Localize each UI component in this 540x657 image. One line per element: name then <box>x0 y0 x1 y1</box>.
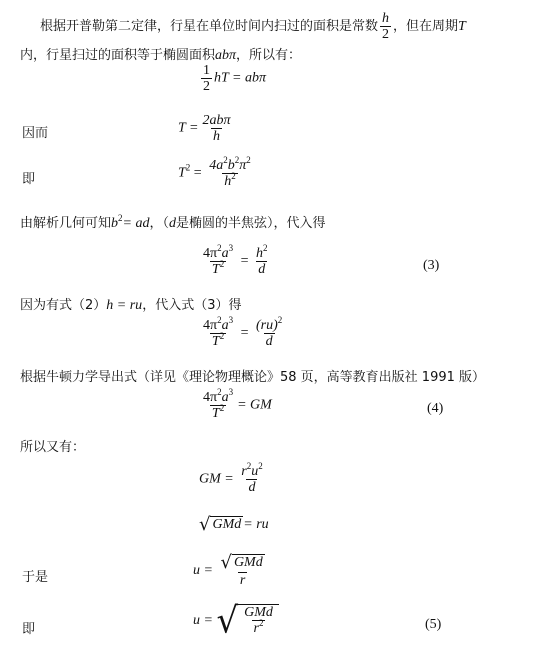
equation-number-3: (3) <box>423 258 440 273</box>
para2: 由解析几何可知$b^2=$ ad，（d是椭圆的半焦弦），代入得 <box>20 213 326 231</box>
equation-substituted: $\frac{4\pi^2a^3}{T^2}$ = $\frac{(ru)^2}{d}$ <box>203 315 283 349</box>
equation-sqrt-gmd: √ GMd = ru <box>199 514 269 535</box>
para1-line1 <box>40 11 466 42</box>
para5: 所以又有： <box>20 440 86 455</box>
eq3-fraction: $\frac{4a^2b^2\pi^2}{h^2}$ <box>209 155 251 189</box>
para1-line2 <box>20 44 301 64</box>
period-symbol: T <box>458 19 466 34</box>
para1-line2-tail: ，所以有： <box>236 48 302 63</box>
equation-3: $T^2$ = $\frac{4a^2b^2\pi^2}{h^2}$ <box>178 155 251 189</box>
equation-3-ref: $\frac{4\pi^2a^3}{T^2}$ = $\frac{h^2}{d}$ <box>203 243 268 277</box>
eq1-rhs: hT = abπ <box>214 70 266 86</box>
para4: 根据牛顿力学导出式（详见《理论物理概论》58 页，高等教育出版社 1991 版） <box>20 370 486 385</box>
eq4-lhs-fraction: $\frac{4\pi^2a^3}{T^2}$ <box>203 243 234 277</box>
eq7-fraction: $\frac{r^2u^2}{d}$ <box>241 461 263 495</box>
big-sqrt-radical: √ $\frac{\text{GMd}}{r^2}$ <box>216 604 278 638</box>
ellipse-area-expr: abπ <box>215 48 237 63</box>
eq5-lhs-fraction: $\frac{4\pi^2a^3}{T^2}$ <box>203 315 234 349</box>
eq9-label: 于是 <box>22 570 49 585</box>
equation-1 <box>199 63 266 94</box>
equation-u: u = √ GMd r <box>193 554 269 588</box>
eq9-fraction: √ GMd r <box>220 552 263 588</box>
eq10-label: 即 <box>22 622 36 637</box>
sqrt-radical: √ GMd <box>199 514 242 535</box>
equation-number-5: (5) <box>425 617 442 632</box>
para1-line2-text: 内，行星扫过的面积等于椭圆面积 <box>20 48 216 63</box>
eq2-fraction: $\frac{\text{2abπ}}{h}$ <box>202 113 231 144</box>
eq5-rhs-fraction: $\frac{(ru)^2}{d}$ <box>255 315 283 349</box>
para1-line1-text: 根据开普勒第二定律，行星在单位时间内扫过的面积是常数 <box>40 19 379 34</box>
equation-5: u = √ $\frac{\text{GMd}}{r^2}$ <box>193 604 279 638</box>
eq4-rhs-fraction: $\frac{h^2}{d}$ <box>255 243 268 277</box>
eq6-fraction: $\frac{4\pi^2a^3}{T^2}$ <box>203 387 234 421</box>
equation-2 <box>178 113 235 144</box>
eq2-lhs: T = <box>178 120 199 136</box>
para3: 因为有式（2）h = ru，代入式（3）得 <box>20 298 242 313</box>
para1-line1-tail: ，但在周期 <box>393 19 459 34</box>
const-h-over-2: $\frac{h}{2}$ <box>382 11 390 42</box>
eq3-lhs: T <box>178 165 186 181</box>
eq3-label: 即 <box>22 172 36 187</box>
eq1-half: $\frac{1}{2}$ <box>203 63 210 94</box>
equation-gm: GM = $\frac{r^2u^2}{d}$ <box>199 461 263 495</box>
equation-number-4: (4) <box>427 401 444 416</box>
eq2-label: 因而 <box>22 126 49 141</box>
equation-4: $\frac{4\pi^2a^3}{T^2}$ = GM <box>203 387 272 421</box>
